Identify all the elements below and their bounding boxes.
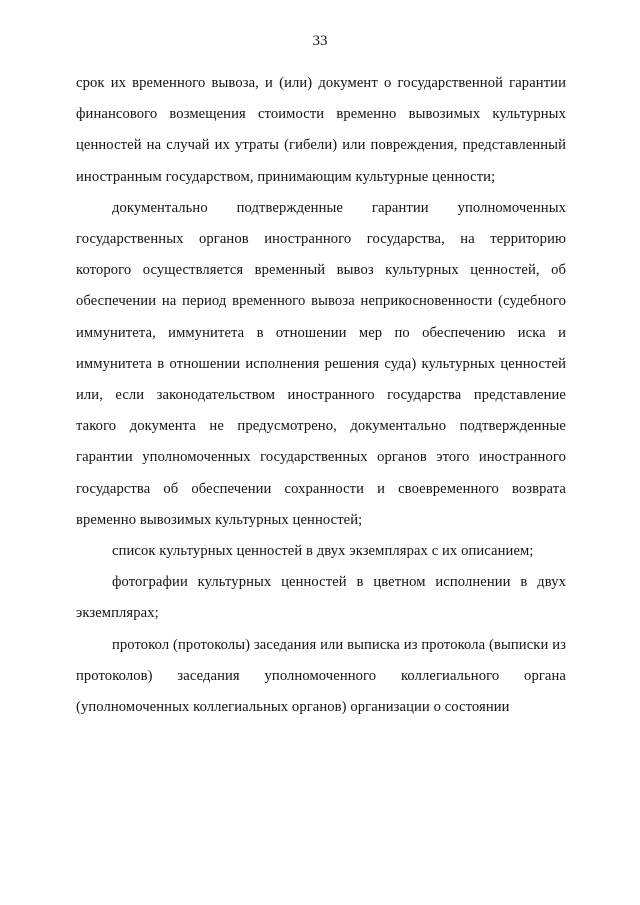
- page-number: 33: [312, 33, 328, 49]
- paragraph-2: документально подтвержденные гарантии уполномоченных государственных органов иностранного государства, на территорию которого осуществляется временный вывоз культурных ценностей, об обеспечении на период временного вывоза неприкосновенности (судебного иммунитета, иммунитета в отношении мер по обеспечению иска и иммунитета в отношении исполнения решения суда) культурных ценностей или, если законодательством иностранного государства представление такого документа не предусмотрено, документально подтвержденные гарантии уполномоченных государственных органов этого иностранного государства об обеспечении сохранности и своевременного возврата временно вывозимых культурных ценностей;: [76, 199, 566, 528]
- document-body: [76, 68, 566, 723]
- paragraph-4: фотографии культурных ценностей в цветном исполнении в двух экземплярах;: [76, 574, 566, 622]
- paragraph-3: список культурных ценностей в двух экземплярах с их описанием;: [112, 543, 534, 560]
- paragraph-1: срок их временного вывоза, и (или) документ о государственной гарантии финансового возмещения стоимости временно вывозимых культурных ценностей на случай их утраты (гибели) или повреждения, представленный иностранным государством, принимающим культурные ценности;: [76, 75, 566, 185]
- paragraph-5: протокол (протоколы) заседания или выписка из протокола (выписки из протоколов) заседания уполномоченного коллегиального органа (уполномоченных коллегиальных органов) организации о состоянии: [76, 636, 566, 716]
